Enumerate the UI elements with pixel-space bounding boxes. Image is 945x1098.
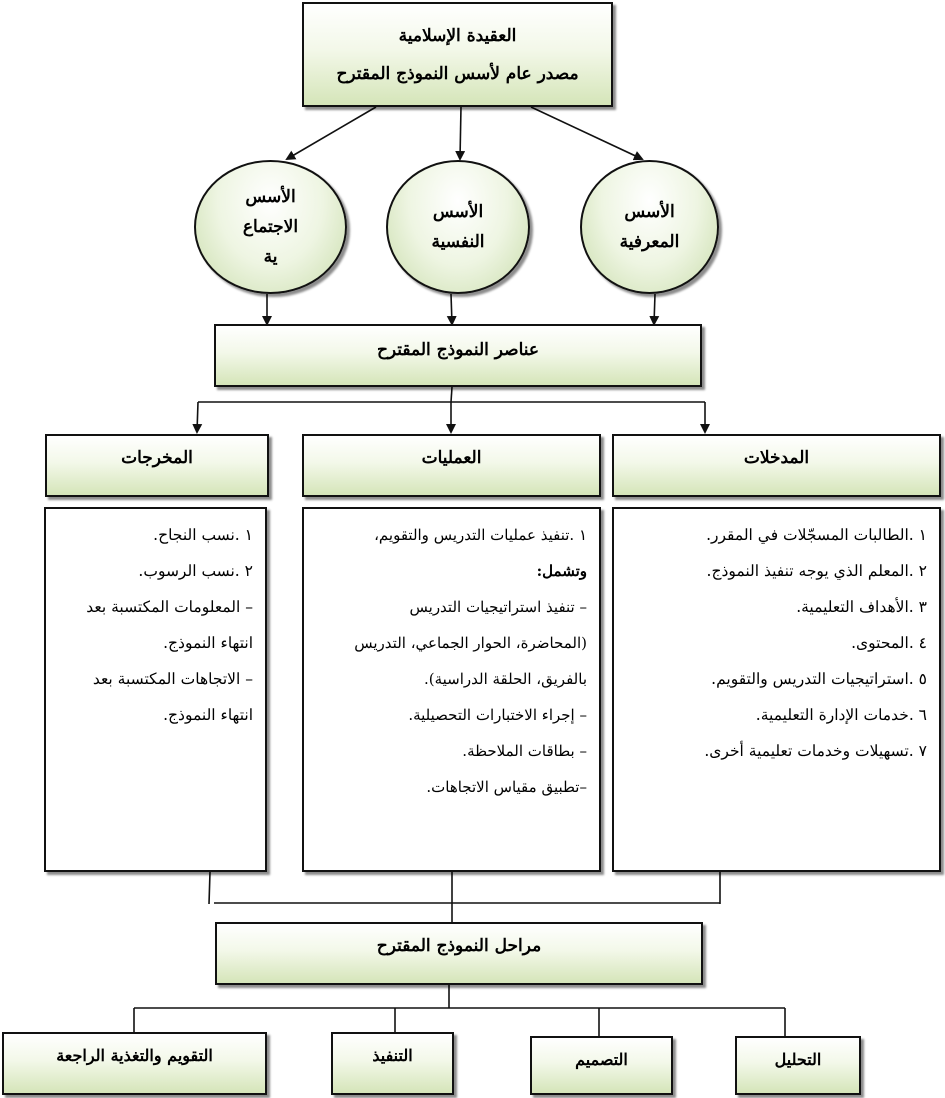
outputs-item: انتهاء النموذج. xyxy=(163,634,253,652)
social-line-2: الاجتماع xyxy=(242,217,299,237)
outputs-item: انتهاء النموذج. xyxy=(163,706,253,724)
cognitive-line-1: الأسس xyxy=(624,202,675,222)
processes-title: العمليات xyxy=(421,448,482,468)
processes-header xyxy=(302,434,601,497)
arrow-source-to-psychological xyxy=(460,107,461,159)
processes-item: (المحاضرة، الحوار الجماعي، التدريس xyxy=(354,634,587,652)
processes-item: بالفريق، الحلقة الدراسية). xyxy=(423,670,587,688)
stage-implementation-box xyxy=(331,1032,454,1095)
processes-item: –تطبيق مقياس الاتجاهات. xyxy=(426,778,587,796)
social-line-3: ية xyxy=(263,247,278,267)
processes-item: – بطاقات الملاحظة. xyxy=(462,742,587,760)
stage-design-label: التصميم xyxy=(575,1050,628,1069)
arrow-source-to-social xyxy=(287,107,376,159)
outputs-header xyxy=(45,434,269,497)
source-box xyxy=(302,2,613,107)
inputs-item: ٧ .تسهيلات وخدمات تعليمية أخرى. xyxy=(704,742,927,760)
line-elements-down xyxy=(451,387,452,402)
processes-item: – تنفيذ استراتيجيات التدريس xyxy=(409,598,587,616)
inputs-header xyxy=(612,434,941,497)
arrow-psych-to-elements xyxy=(451,294,452,324)
line-outputs-down xyxy=(209,872,210,904)
source-line-2: مصدر عام لأسس النموذج المقترح xyxy=(336,63,579,84)
arrow-to-outputs xyxy=(197,402,198,432)
inputs-item: ٤ .المحتوى. xyxy=(851,634,927,652)
outputs-list xyxy=(44,507,267,872)
cognitive-foundations-ellipse xyxy=(580,160,719,294)
stage-evaluation-box xyxy=(2,1032,267,1095)
elements-title: عناصر النموذج المقترح xyxy=(376,340,540,360)
inputs-item: ٣ .الأهداف التعليمية. xyxy=(796,598,927,616)
stage-analysis-label: التحليل xyxy=(774,1050,822,1069)
processes-item: وتشمل: xyxy=(536,562,587,580)
psych-line-1: الأسس xyxy=(432,202,484,222)
outputs-item: – المعلومات المكتسبة بعد xyxy=(86,598,253,616)
inputs-item: ٥ .استراتيجيات التدريس والتقويم. xyxy=(711,670,927,688)
outputs-item: ٢ .نسب الرسوب. xyxy=(138,562,253,580)
elements-box xyxy=(214,324,702,387)
processes-item: – إجراء الاختبارات التحصيلية. xyxy=(408,706,587,724)
outputs-title: المخرجات xyxy=(121,448,193,468)
social-foundations-ellipse xyxy=(194,160,347,294)
social-line-1: الأسس xyxy=(245,187,296,207)
source-line-1: العقيدة الإسلامية xyxy=(398,25,517,46)
stage-design-box xyxy=(530,1036,673,1095)
stage-evaluation-label: التقويم والتغذية الراجعة xyxy=(56,1046,213,1065)
stage-implementation-label: التنفيذ xyxy=(372,1046,413,1065)
cognitive-line-2: المعرفية xyxy=(619,232,680,252)
arrow-cognitive-to-elements xyxy=(654,294,655,324)
psych-line-2: النفسية xyxy=(431,232,485,252)
processes-item: ١ .تنفيذ عمليات التدريس والتقويم، xyxy=(374,526,587,544)
arrow-source-to-cognitive xyxy=(531,107,642,159)
inputs-item: ٢ .المعلم الذي يوجه تنفيذ النموذج. xyxy=(706,562,927,580)
outputs-item: ١ .نسب النجاح. xyxy=(153,526,253,544)
stages-title: مراحل النموذج المقترح xyxy=(376,936,542,956)
stages-box xyxy=(215,922,703,985)
outputs-item: – الاتجاهات المكتسبة بعد xyxy=(92,670,253,688)
stage-analysis-box xyxy=(735,1036,861,1095)
inputs-list xyxy=(612,507,941,872)
psychological-foundations-ellipse xyxy=(386,160,530,294)
processes-list xyxy=(302,507,601,872)
inputs-item: ١ .الطالبات المسجّلات في المقرر. xyxy=(706,526,927,544)
inputs-item: ٦ .خدمات الإدارة التعليمية. xyxy=(755,706,927,724)
inputs-title: المدخلات xyxy=(743,448,810,468)
